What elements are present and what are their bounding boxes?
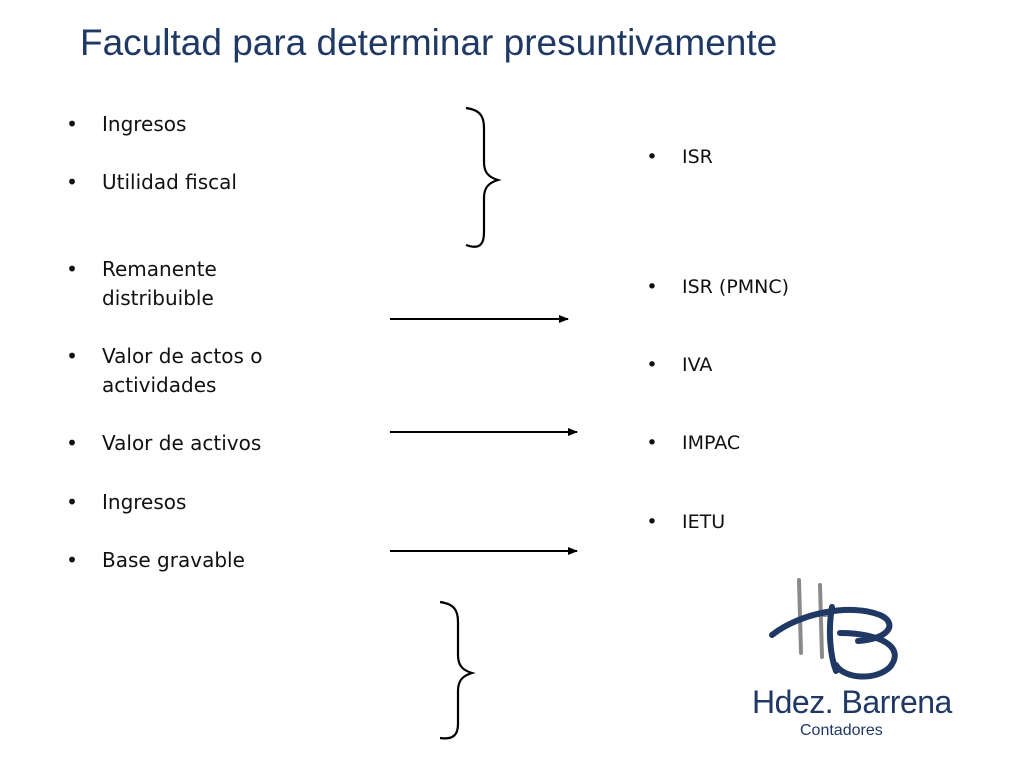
list-item-label: ISR (PMNC) [682,276,790,298]
right-brace-icon [440,602,472,738]
bullet-icon: • [66,257,78,281]
bullet-icon: • [66,112,78,136]
logo-name: Hdez. Barrena [752,684,952,720]
logo-subtitle: Contadores [800,722,883,739]
list-item-label: Valor de activos [102,431,262,455]
bullet-icon: • [66,490,78,514]
bullet-icon: • [66,344,78,368]
right-brace-icon [466,108,498,247]
bullet-icon: • [646,354,658,376]
list-item-label: Valor de actos o actividades [102,344,263,397]
list-item-label: ISR [682,146,713,168]
list-item-label: Ingresos [102,490,187,514]
list-item-label: Ingresos [102,112,187,136]
bullet-icon: • [646,146,658,168]
list-item-label: IVA [682,354,713,376]
list-item-label: IETU [682,511,726,533]
bullet-icon: • [646,276,658,298]
bullet-icon: • [646,511,658,533]
list-item-label: Remanente distribuible [102,257,217,310]
bullet-icon: • [66,170,78,194]
list-item-label: Utilidad fiscal [102,170,237,194]
slide-title: Facultad para determinar presuntivamente [80,22,778,63]
list-item-label: Base gravable [102,548,245,572]
bullet-icon: • [66,431,78,455]
bullet-icon: • [646,432,658,454]
list-item-label: IMPAC [682,432,741,454]
bullet-icon: • [66,548,78,572]
